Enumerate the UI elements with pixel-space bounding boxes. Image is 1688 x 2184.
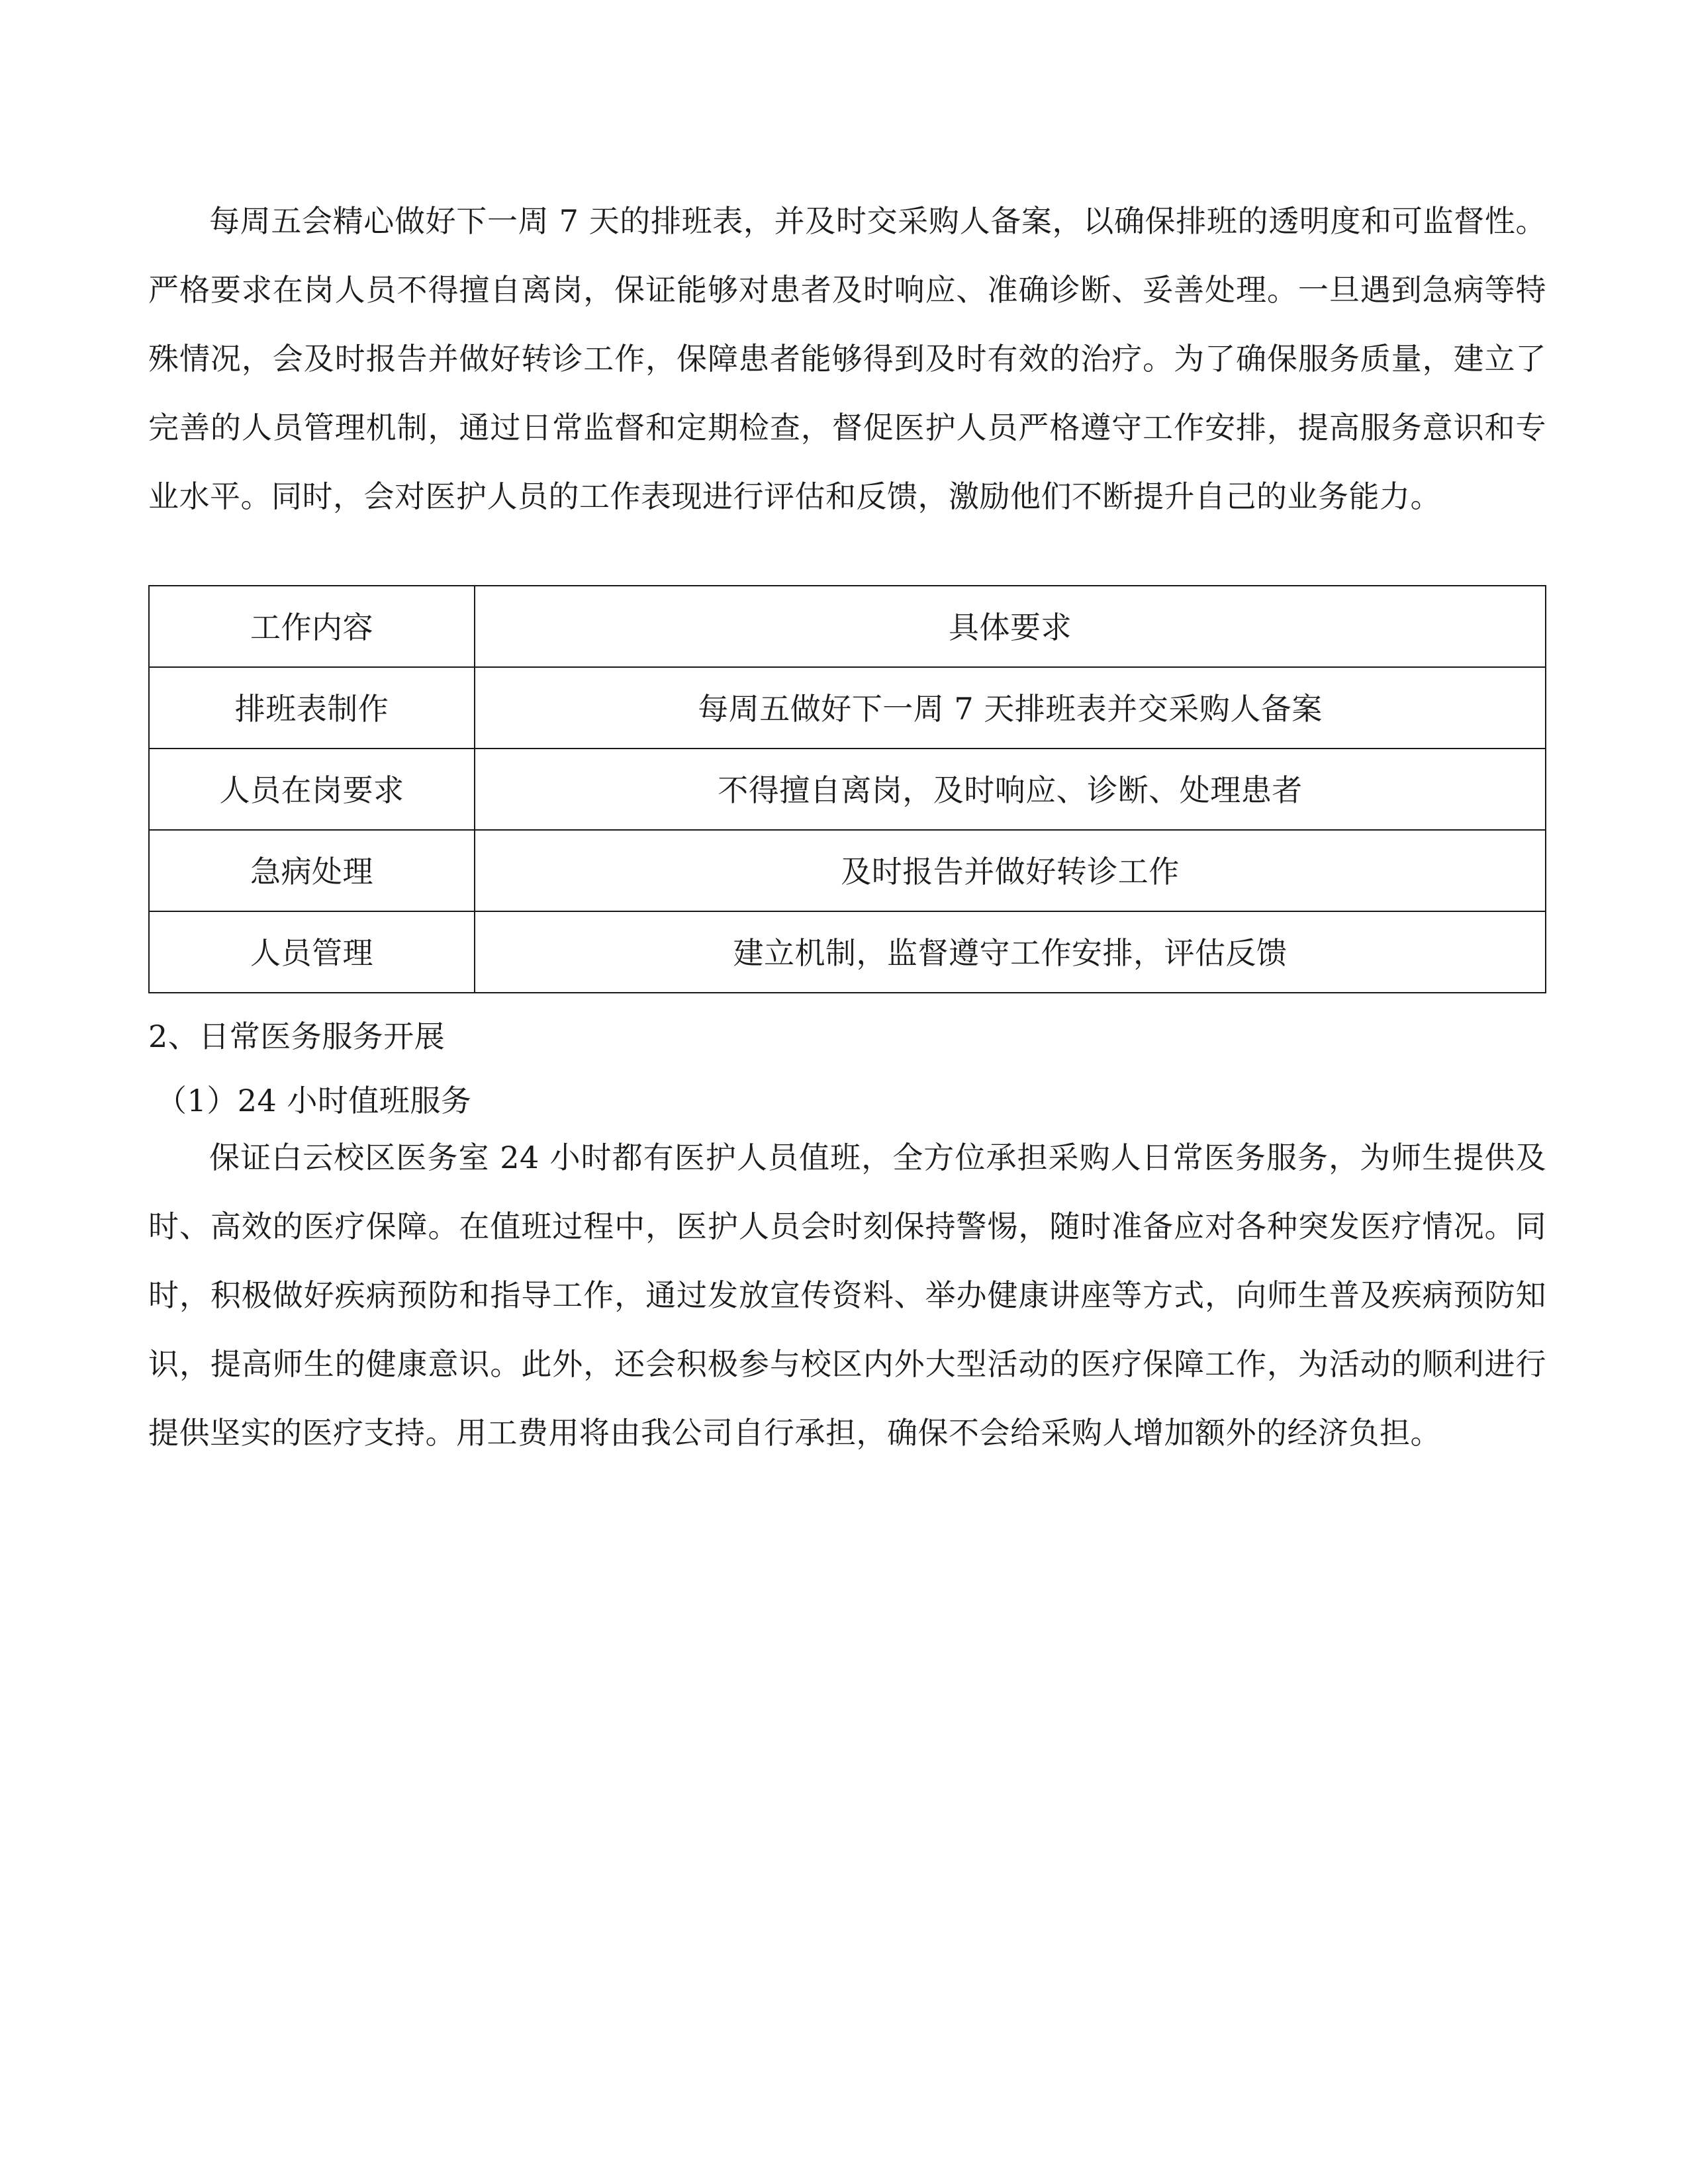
table-row bbox=[149, 749, 1546, 830]
table-row bbox=[149, 667, 1546, 749]
requirements-table bbox=[148, 585, 1546, 993]
table-cell bbox=[475, 667, 1546, 749]
row-item-label: 排班表制作 bbox=[234, 691, 389, 727]
paragraph-scheduling: 每周五会精心做好下一周 7 天的排班表，并及时交采购人备案，以确保排班的透明度和可监督性。严格要求在岗人员不得擅自离岗，保证能够对患者及时响应、准确诊断、妥善处理。一旦遇到急病等特殊情况，会及时报告并做好转诊工作，保障患者能够得到及时有效的治疗。为了确保服务质量，建立了完善的人员管理机制，通过日常监督和定期检查，督促医护人员严格遵守工作安排，提高服务意识和专业水平。同时，会对医护人员的工作表现进行评估和反馈，激励他们不断提升自己的业务能力。 bbox=[148, 203, 1546, 514]
table-cell bbox=[475, 830, 1546, 911]
table-header-row bbox=[149, 586, 1546, 667]
subsection-heading: （1）24 小时值班服务 bbox=[156, 1083, 472, 1118]
row-item-label: 人员管理 bbox=[250, 935, 373, 971]
paragraph-24h-service: 保证白云校区医务室 24 小时都有医护人员值班，全方位承担采购人日常医务服务，为师生提供及时、高效的医疗保障。在值班过程中，医护人员会时刻保持警惕，随时准备应对各种突发医疗情况。同时，积极做好疾病预防和指导工作，通过发放宣传资料、举办健康讲座等方式，向师生普及疾病预防知识，提高师生的健康意识。此外，还会积极参与校区内外大型活动的医疗保障工作，为活动的顺利进行提供坚实的医疗支持。用工费用将由我公司自行承担，确保不会给采购人增加额外的经济负担。 bbox=[148, 1140, 1546, 1451]
header-requirements: 具体要求 bbox=[949, 610, 1072, 645]
table-row bbox=[149, 911, 1546, 993]
row-item-requirement: 不得擅自离岗，及时响应、诊断、处理患者 bbox=[718, 772, 1303, 808]
header-work-content: 工作内容 bbox=[250, 610, 373, 645]
table-cell bbox=[149, 749, 475, 830]
table-cell bbox=[475, 911, 1546, 993]
row-item-label: 急病处理 bbox=[250, 854, 373, 889]
table-row bbox=[149, 830, 1546, 911]
row-item-requirement: 每周五做好下一周 7 天排班表并交采购人备案 bbox=[698, 691, 1323, 727]
table-header-cell bbox=[475, 586, 1546, 667]
table-cell bbox=[149, 830, 475, 911]
row-item-requirement: 及时报告并做好转诊工作 bbox=[841, 854, 1180, 889]
row-item-label: 人员在岗要求 bbox=[219, 772, 404, 808]
table-cell bbox=[149, 911, 475, 993]
section-heading: 2、日常医务服务开展 bbox=[148, 1019, 445, 1054]
table-cell bbox=[475, 749, 1546, 830]
table-cell bbox=[149, 667, 475, 749]
row-item-requirement: 建立机制，监督遵守工作安排，评估反馈 bbox=[733, 935, 1288, 971]
table-header-cell bbox=[149, 586, 475, 667]
